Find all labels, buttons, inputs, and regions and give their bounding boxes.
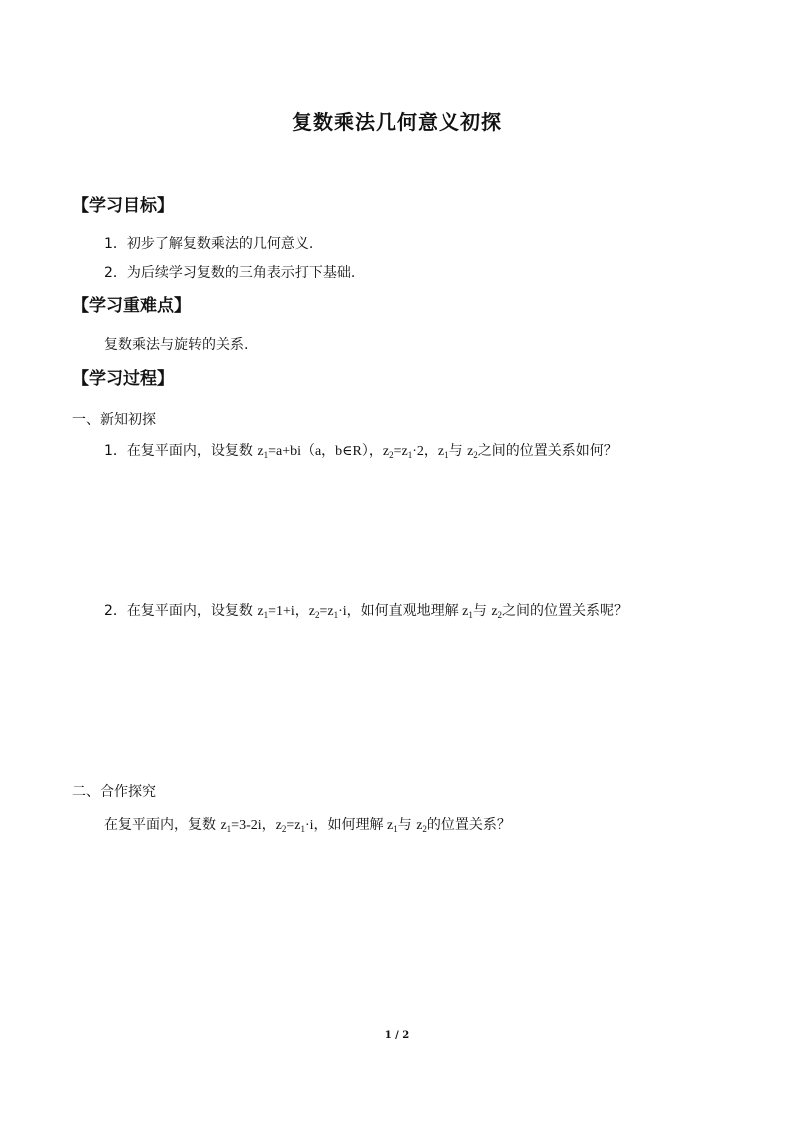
q3-z1-ref: $z_1$ <box>387 818 398 834</box>
q1-z2-ref: $z_2$ <box>467 444 478 460</box>
question-1 <box>104 440 618 460</box>
q3-and: 与 <box>397 817 417 833</box>
q2-prefix: 2．在复平面内，设复数 <box>104 603 258 619</box>
q2-z2: $z_2$ <box>308 604 320 620</box>
q1-z1: $z_1$ <box>257 444 269 460</box>
section1-title: 一、新知初探 <box>72 412 156 428</box>
q1-z1-ref: $z_1$ <box>437 444 449 460</box>
q2-z2-ref: $z_2$ <box>491 604 503 620</box>
goal-item-1: 1．初步了解复数乘法的几何意义. <box>104 236 314 252</box>
q2-z1-def: =1+i， <box>268 604 309 619</box>
section2-title: 二、合作探究 <box>72 784 156 800</box>
key-heading: 【学习重难点】 <box>72 296 191 316</box>
q3-prefix: 在复平面内，复数 <box>104 817 221 833</box>
q1-z2-eq: =z <box>393 444 408 459</box>
q3-z2-eq-sub: 1 <box>300 824 305 834</box>
page-title: 复数乘法几何意义初探 <box>292 110 502 134</box>
q3-tail: 的位置关系？ <box>426 817 511 833</box>
q3-z1-def: =3-2i， <box>231 818 276 833</box>
q1-z1-def: =a+bi（a，b∈R）， <box>268 444 383 459</box>
q2-z1-ref: $z_1$ <box>462 604 473 620</box>
q3-z2: $z_2$ <box>275 818 287 834</box>
q1-prefix: 1．在复平面内，设复数 <box>104 443 258 459</box>
page-number: 1 / 2 <box>384 1030 410 1041</box>
q2-z2-def: ·i，如何直观地理解 <box>338 604 463 619</box>
q2-z2-eq: =z <box>319 604 334 619</box>
key-text: 复数乘法与旋转的关系. <box>104 337 249 353</box>
q1-and: 与 <box>448 443 468 459</box>
q1-z2: $z_2$ <box>382 444 394 460</box>
question-3 <box>104 814 511 834</box>
question-2 <box>104 600 628 620</box>
q1-z2-def: ·2， <box>412 444 438 459</box>
goals-heading: 【学习目标】 <box>72 196 174 216</box>
q2-z1: $z_1$ <box>257 604 269 620</box>
goal-item-2: 2．为后续学习复数的三角表示打下基础. <box>104 265 356 281</box>
process-heading: 【学习过程】 <box>72 369 174 389</box>
q3-z2-def: ·i，如何理解 <box>304 818 388 833</box>
q2-z2-eq-sub: 1 <box>333 610 339 620</box>
q1-z2-eq-sub: 1 <box>407 450 413 460</box>
q2-and: 与 <box>472 603 492 619</box>
q3-z2-ref: $z_2$ <box>416 818 427 834</box>
q3-z1: $z_1$ <box>220 818 232 834</box>
q3-z2-eq: =z <box>286 818 301 833</box>
q1-tail: 之间的位置关系如何？ <box>477 443 618 459</box>
q2-tail: 之间的位置关系呢？ <box>502 603 629 619</box>
